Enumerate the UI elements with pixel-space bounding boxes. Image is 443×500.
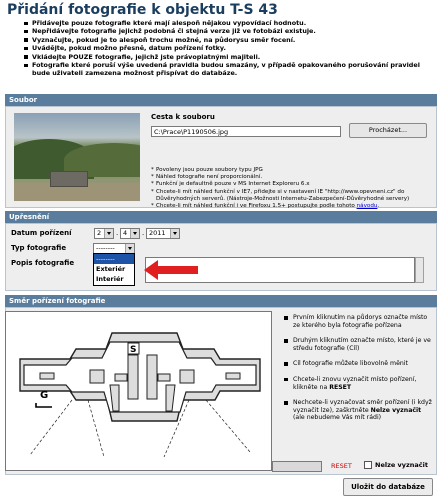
plan-marker-g: G (40, 390, 49, 401)
smer-header: Směr pořízení fotografie (5, 295, 437, 307)
cannot-mark-label: Nelze vyznačit (375, 461, 428, 469)
reset-link[interactable]: RESET (331, 462, 352, 470)
description-label: Popis fotografie (11, 259, 75, 267)
chevron-down-icon (130, 229, 139, 238)
photo-type-select[interactable]: -------- (93, 243, 135, 254)
rule-item: Vyznačujte, pokud je to alespoň trochu možné, na půdorysu směr focení. (24, 36, 434, 44)
chevron-down-icon (104, 229, 113, 238)
rule-item: Nepřidávejte fotografie jejichž podobná či stejná verze již ve fotobázi existuje. (24, 27, 434, 35)
option-exterior[interactable]: Exteriér (96, 265, 126, 273)
rule-item: Přidávejte pouze fotografie které mají alespoň nějakou vypovídací hodnotu. (24, 19, 434, 27)
note-item: * Funkční je defaultně pouze v MS Internet Exploreru 6.x (151, 181, 431, 188)
option-none[interactable]: -------- (94, 254, 134, 264)
instruction-item: Prvním kliknutím na půdorys označte místo ze kterého byla fotografie pořízena (281, 314, 433, 329)
description-scrollbar[interactable] (415, 257, 424, 283)
path-label: Cesta k souboru (151, 113, 215, 121)
option-interior[interactable]: Interiér (96, 275, 124, 283)
save-to-database-button[interactable]: Uložit do databáze (343, 478, 433, 496)
bunker-image (50, 171, 88, 187)
bunker-floor-plan (6, 312, 271, 470)
photo-type-dropdown[interactable] (93, 253, 135, 286)
upresneni-header: Upřesnění (5, 211, 437, 223)
page-title: Přidání fotografie k objektu T-S 43 (7, 2, 278, 18)
rule-item: Fotografie které poruší výše uvedená pravidla budou smazány, v případě opakovaného porušování pravidel bude uživateli zamezena možnost přispívat do databáze. (24, 61, 434, 78)
browse-button[interactable]: Procházet... (349, 123, 427, 138)
note-item: * Chcete-li mít náhled funkční v IE7, přidejte si v nastavení IE "http://www.opevneni.cz" do Důvěryhodných serverů. (Nástroje-Možnosti Internetu-Zabezpečení-Důvěryhodné servery) (151, 189, 431, 203)
note-item: * Náhled fotografie není proporcionální. (151, 174, 431, 181)
cannot-mark-checkbox[interactable] (364, 461, 372, 469)
floor-plan-canvas[interactable] (5, 311, 272, 471)
day-select[interactable]: 2 (94, 228, 114, 239)
date-label: Datum pořízení (11, 229, 72, 237)
direction-instructions (281, 314, 433, 430)
guide-link[interactable]: návodu (356, 203, 378, 210)
year-select[interactable]: 2011 (146, 228, 180, 239)
photo-preview (14, 113, 140, 201)
note-item: * Chcete-li mít náhled funkční i ve Firefoxu 1.5+ postupujte podle tohoto návodu. (151, 203, 431, 210)
instruction-item: Cíl fotografie můžete libovolně měnit (281, 360, 433, 368)
rule-item: Vkládejte POUZE fotografie, jejichž jste právoplatnými majiteli. (24, 53, 434, 61)
instruction-item: Chcete-li znovu vyznačit místo pořízení, klikněte na RESET (281, 376, 433, 391)
instruction-item: Druhým kliknutím označte místo, které je ve středu fotografie (Cíl) (281, 337, 433, 352)
soubor-panel (5, 106, 437, 208)
rules-list (24, 19, 434, 78)
type-label: Typ fotografie (11, 244, 67, 252)
chevron-down-icon (170, 229, 179, 238)
red-arrow-icon (140, 258, 202, 282)
plan-marker-s: S (130, 345, 137, 355)
soubor-header: Soubor (5, 94, 437, 106)
upload-notes (151, 167, 431, 210)
file-path-input[interactable]: C:\Prace\P1190506.jpg (151, 126, 341, 137)
instruction-item: Nechcete-li vyznačovat směr pořízení (i když vyznačit lze), zaškrtněte Nelze vyznačit (ale nebudeme Vás mít rádi) (281, 399, 433, 422)
chevron-down-icon (125, 244, 134, 253)
rule-item: Uvádějte, pokud možno přesně, datum pořízení fotky. (24, 44, 434, 52)
month-select[interactable]: 4 (120, 228, 140, 239)
direction-coords-input[interactable] (272, 461, 322, 472)
note-item: * Povoleny jsou pouze soubory typu JPG (151, 167, 431, 174)
